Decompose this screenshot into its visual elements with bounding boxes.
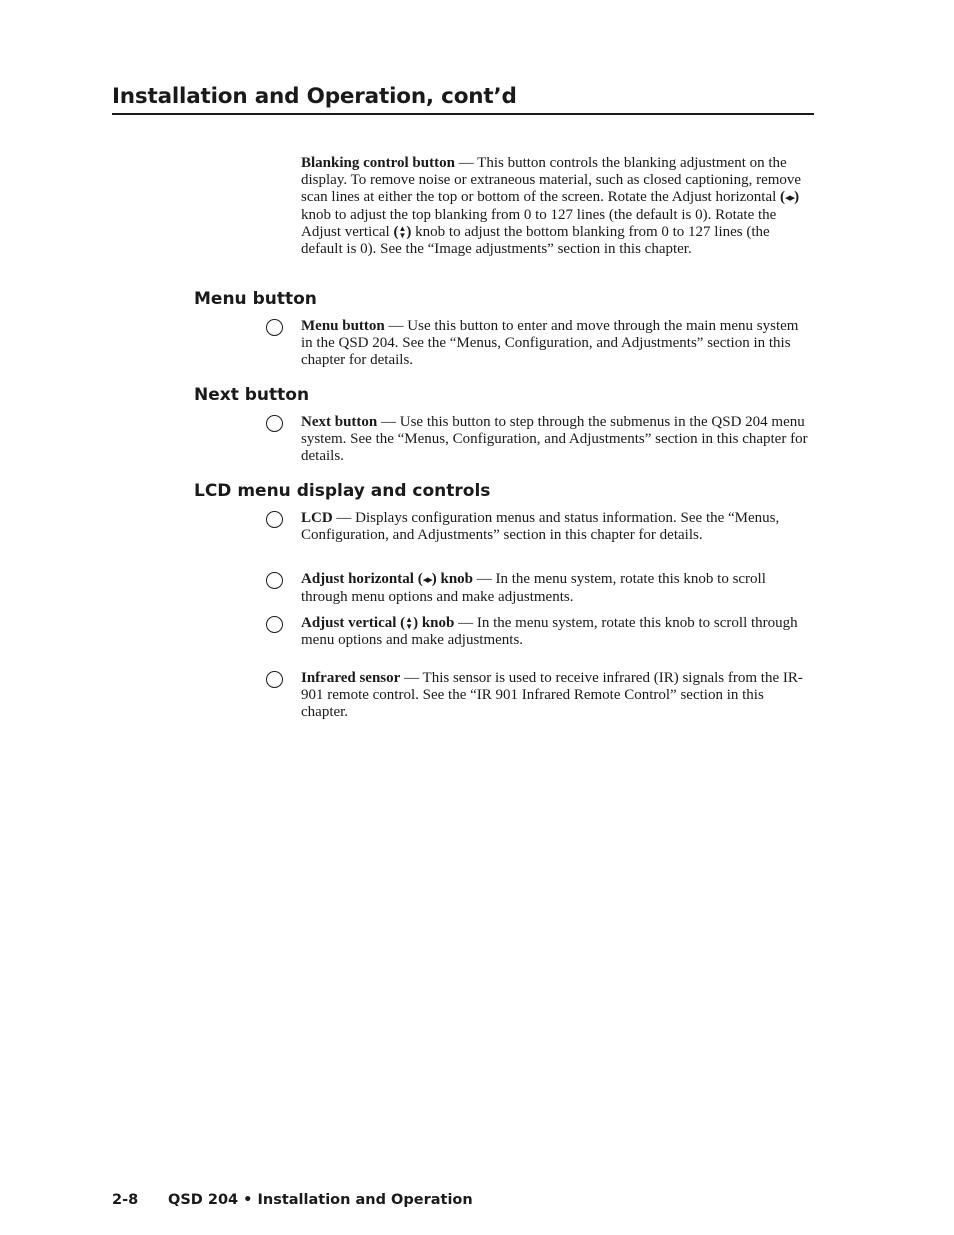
adjust-horizontal-description: Adjust horizontal (◂▸) knob — In the menu system, rotate this knob to scroll through menu options and make adjustments. xyxy=(301,571,766,605)
page-header xyxy=(112,84,814,115)
page-footer xyxy=(112,1191,473,1209)
left-right-arrows-icon: ◂▸ xyxy=(422,574,432,586)
callout-circle-icon xyxy=(266,616,283,633)
up-down-arrows-icon: ▲ ▼ xyxy=(405,615,414,631)
lcd-heading: LCD menu display and controls xyxy=(194,481,491,501)
lcd-description: LCD — Displays configuration menus and status information. See the “Menus, Configuration, and Adjustments” section in this chapter for details. xyxy=(301,510,780,543)
menu-button-description: Menu button — Use this button to enter and move through the main menu system in the QSD 204. See the “Menus, Configuration, and Adjustments” section in this chapter for details. xyxy=(301,318,799,368)
footer-text: QSD 204 • Installation and Operation xyxy=(168,1192,473,1208)
callout-circle-icon xyxy=(266,319,283,336)
next-button-heading: Next button xyxy=(194,385,310,405)
menu-button-heading: Menu button xyxy=(194,289,317,309)
blanking-description: Blanking control button — This button controls the blanking adjustment on the display. To remove noise or extraneous material, such as closed captioning, remove scan lines at either the top or bottom of the screen. Rotate the Adjust horizontal (◂▸) knob to adjust the top blanking from 0 to 127 lines (the default is 0). Rotate the Adjust vertical (▲ ▼) knob to adjust the bottom blanking from 0 to 127 lines (the default is 0). See the “Image adjustments” section in this chapter. xyxy=(301,155,802,257)
page-title: Installation and Operation, cont’d xyxy=(112,84,517,109)
adjust-vertical-description: Adjust vertical (▲ ▼) knob — In the menu system, rotate this knob to scroll through menu options and make adjustments. xyxy=(301,615,798,648)
blanking-term: Blanking control button xyxy=(301,155,455,171)
callout-circle-icon xyxy=(266,671,283,688)
callout-circle-icon xyxy=(266,511,283,528)
page-number: 2-8 xyxy=(112,1192,139,1208)
next-button-description: Next button — Use this button to step through the submenus in the QSD 204 menu system. See the “Menus, Configuration, and Adjustments” section in this chapter for details. xyxy=(301,414,808,464)
callout-circle-icon xyxy=(266,415,283,432)
callout-circle-icon xyxy=(266,572,283,589)
left-right-arrows-icon: ◂▸ xyxy=(785,192,795,204)
infrared-sensor-description: Infrared sensor — This sensor is used to receive infrared (IR) signals from the IR-901 remote control. See the “IR 901 Infrared Remote Control” section in this chapter. xyxy=(301,670,803,720)
up-down-arrows-icon: ▲ ▼ xyxy=(398,224,407,240)
